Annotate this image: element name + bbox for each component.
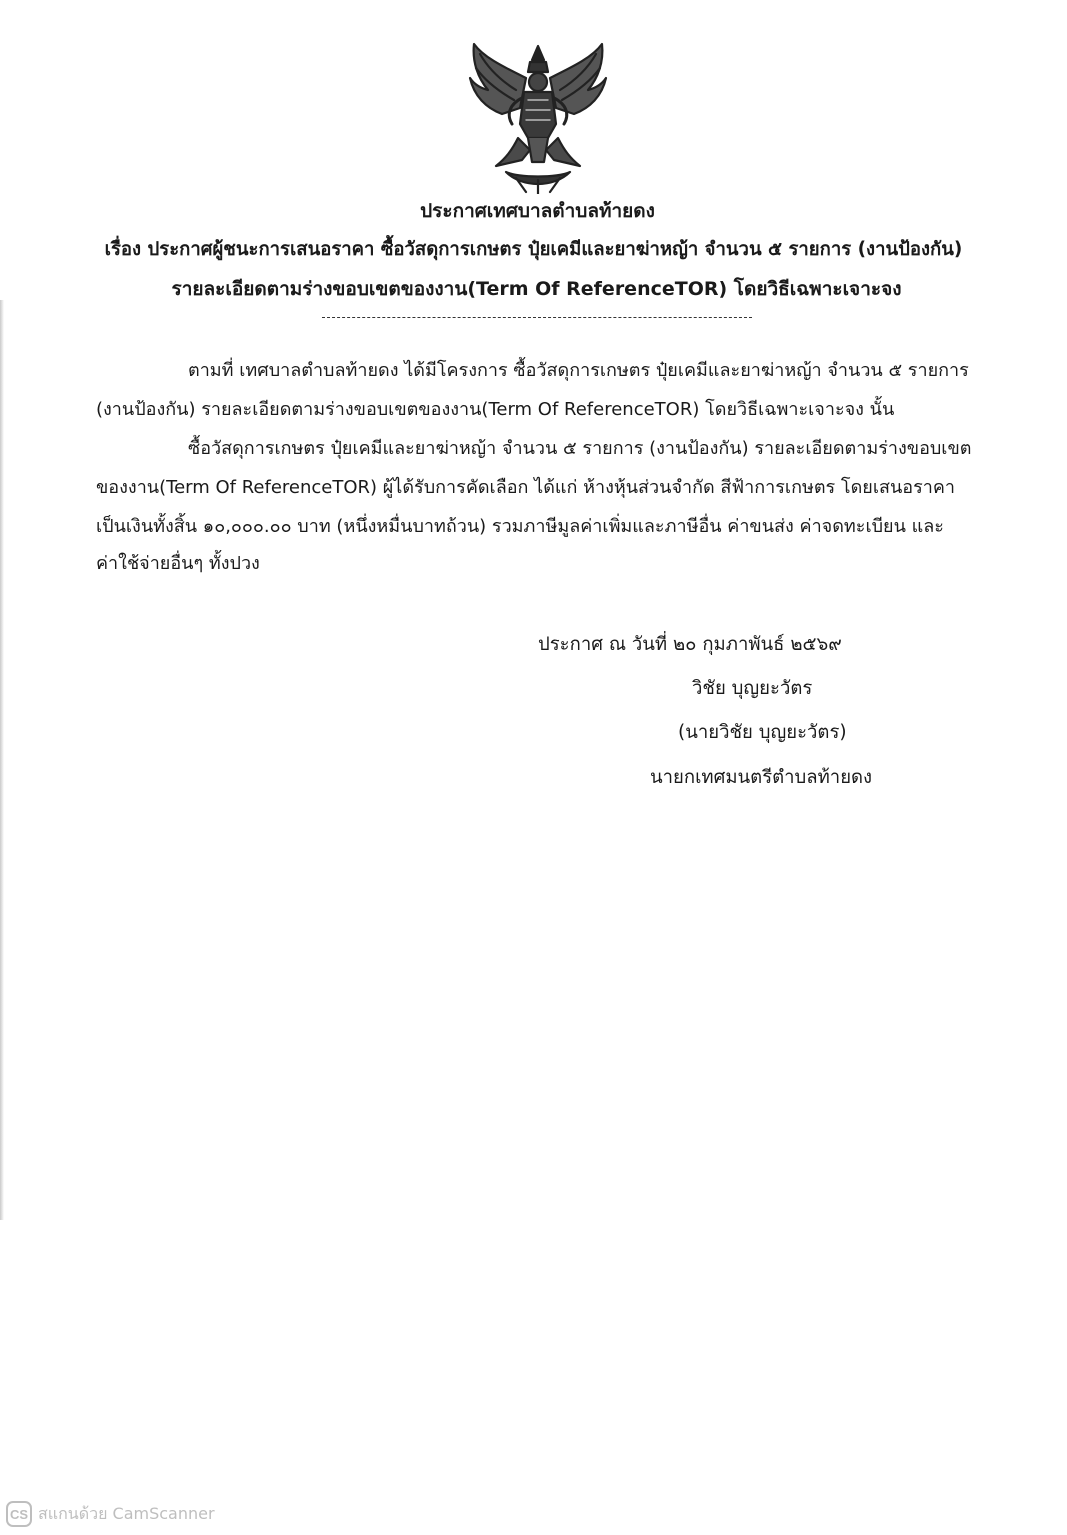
signatory-position: นายกเทศมนตรีตำบลท้ายดง bbox=[650, 767, 873, 788]
paragraph-2-line-2: ของงาน(Term Of ReferenceTOR) ผู้ได้รับการคัดเลือก ได้แก่ ห้างหุ้นส่วนจำกัด สีฟ้าการเกษตร โดยเสนอราคา bbox=[96, 477, 956, 498]
announcement-date: ประกาศ ณ วันที่ ๒๐ กุมภาพันธ์ ๒๕๖๙ bbox=[538, 634, 842, 655]
announcement-agency-title: ประกาศเทศบาลตำบลท้ายดง bbox=[420, 200, 655, 222]
scan-edge bbox=[0, 300, 4, 1220]
paragraph-2-line-3: เป็นเงินทั้งสิ้น ๑๐,๐๐๐.๐๐ บาท (หนึ่งหมื่นบาทถ้วน) รวมภาษีมูลค่าเพิ่มและภาษีอื่น ค่าขนส่ง ค่าจดทะเบียน และ bbox=[96, 516, 944, 537]
announcement-subject: เรื่อง ประกาศผู้ชนะการเสนอราคา ซื้อวัสดุการเกษตร ปุ๋ยเคมีและยาฆ่าหญ้า จำนวน ๕ รายการ (งานป้องกัน) bbox=[104, 239, 963, 260]
signature: วิชัย บุญยะวัตร bbox=[692, 678, 813, 699]
camscanner-logo-icon: CS bbox=[6, 1501, 32, 1527]
camscanner-watermark-text: สแกนด้วย CamScanner bbox=[38, 1503, 215, 1523]
paragraph-2-line-1: ซื้อวัสดุการเกษตร ปุ๋ยเคมีและยาฆ่าหญ้า จำนวน ๕ รายการ (งานป้องกัน) รายละเอียดตามร่างขอบเขต bbox=[188, 438, 972, 459]
paragraph-1-line-2: (งานป้องกัน) รายละเอียดตามร่างขอบเขตของงาน(Term Of ReferenceTOR) โดยวิธีเฉพาะเจาะจง นั้น bbox=[96, 399, 895, 420]
signatory-name: (นายวิชัย บุญยะวัตร) bbox=[678, 722, 847, 743]
paragraph-1-line-1: ตามที่ เทศบาลตำบลท้ายดง ได้มีโครงการ ซื้อวัสดุการเกษตร ปุ๋ยเคมีและยาฆ่าหญ้า จำนวน ๕ รายการ bbox=[188, 360, 969, 381]
paragraph-2-line-4: ค่าใช้จ่ายอื่นๆ ทั้งปวง bbox=[96, 553, 260, 574]
garuda-emblem-icon bbox=[466, 38, 610, 194]
camscanner-watermark bbox=[6, 1500, 215, 1528]
dashed-divider bbox=[322, 317, 752, 318]
announcement-subject-continued: รายละเอียดตามร่างขอบเขตของงาน(Term Of ReferenceTOR) โดยวิธีเฉพาะเจาะจง bbox=[171, 278, 902, 300]
